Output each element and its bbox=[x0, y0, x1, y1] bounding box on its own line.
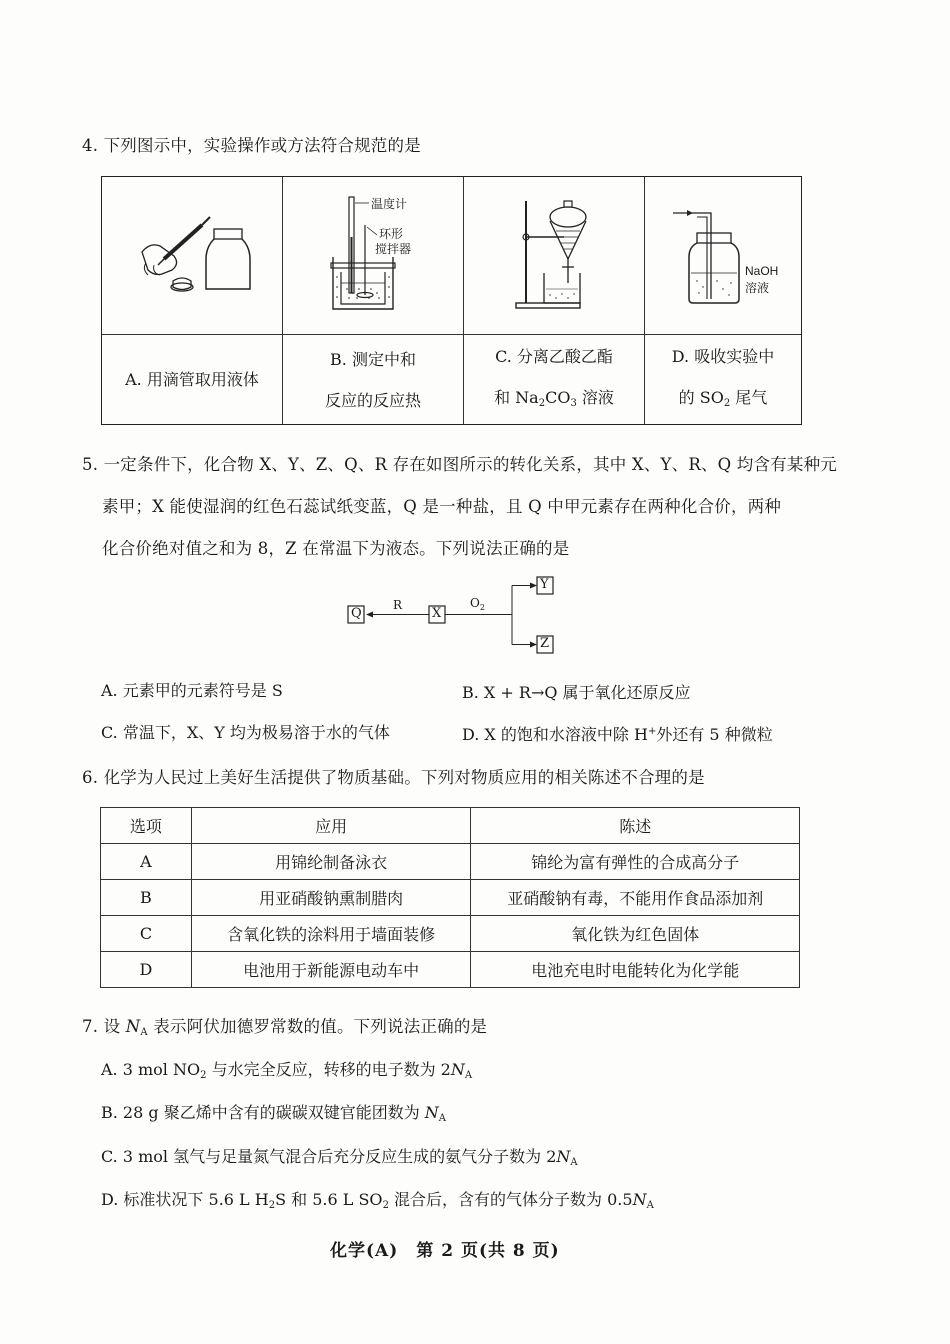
q4-option-b: B. 测定中和 反应的反应热 bbox=[283, 334, 464, 424]
node-x: X bbox=[432, 606, 442, 621]
figure-a-dropper bbox=[102, 177, 283, 334]
q5-option-a: A. 元素甲的元素符号是 S bbox=[101, 681, 283, 700]
q4-option-a: A. 用滴管取用液体 bbox=[102, 334, 283, 424]
node-z: Z bbox=[540, 636, 550, 651]
node-y: Y bbox=[540, 577, 549, 592]
table-row: D 电池用于新能源电动车中 电池充电时电能转化为化学能 bbox=[101, 952, 800, 988]
q6-stem: 6. 化学为人民过上美好生活提供了物质基础。下列对物质应用的相关陈述不合理的是 bbox=[82, 768, 705, 787]
q4-option-c: C. 分离乙酸乙酯 和 $Na_2CO_3$ 溶液 bbox=[464, 334, 645, 424]
table-row: C 含氧化铁的涂料用于墙面装修 氧化铁为红色固体 bbox=[101, 916, 800, 952]
figure-d-gas-bottle bbox=[645, 177, 801, 334]
q5-option-c: C. 常温下，X、Y 均为极易溶于水的气体 bbox=[101, 723, 390, 742]
header-statement: 陈述 bbox=[471, 808, 800, 844]
q4-stem: 4. 下列图示中，实验操作或方法符合规范的是 bbox=[82, 136, 421, 155]
table-header-row bbox=[101, 808, 800, 844]
table-row: A 用锦纶制备泳衣 锦纶为富有弹性的合成高分子 bbox=[101, 844, 800, 880]
stirrer-label-1: 环形 bbox=[379, 227, 404, 241]
q7-option-c: C. 3 mol 氢气与足量氮气混合后充分反应生成的氨气分子数为 $2N_A$ bbox=[101, 1147, 578, 1168]
header-application: 应用 bbox=[191, 808, 471, 844]
q6-table bbox=[100, 807, 800, 988]
q4-option-d: D. 吸收实验中 的 $SO_2$ 尾气 bbox=[645, 334, 801, 424]
q7-stem: 7. 设 $N_A$ 表示阿伏加德罗常数的值。下列说法正确的是 bbox=[82, 1017, 488, 1038]
header-option: 选项 bbox=[101, 808, 192, 844]
node-q: Q bbox=[351, 606, 362, 621]
naoh-label-2: 溶液 bbox=[745, 281, 770, 295]
naoh-label-1: NaOH bbox=[745, 264, 779, 278]
figure-c-separatory-funnel bbox=[464, 177, 645, 334]
page-footer: 化学(A) 第 2 页(共 8 页) bbox=[330, 1241, 560, 1261]
q5-conversion-diagram bbox=[340, 572, 570, 662]
stirrer-label-2: 搅拌器 bbox=[375, 242, 412, 256]
q7-option-b: B. 28 g 聚乙烯中含有的碳碳双键官能团数为 $N_A$ bbox=[101, 1103, 447, 1124]
q7-option-a: A. 3 mol $NO_2$ 与水完全反应，转移的电子数为 $2N_A$ bbox=[101, 1060, 473, 1081]
label-o2: $O_2$ bbox=[470, 596, 485, 612]
table-row: B 用亚硝酸钠熏制腊肉 亚硝酸钠有毒，不能用作食品添加剂 bbox=[101, 880, 800, 916]
q5-stem-line-3: 化合价绝对值之和为 8，Z 在常温下为液态。下列说法正确的是 bbox=[102, 539, 570, 558]
q5-option-d: D. X 的饱和水溶液中除 H+外还有 5 种微粒 bbox=[462, 725, 773, 744]
q5-stem-line-2: 素甲；X 能使湿润的红色石蕊试纸变蓝，Q 是一种盐，且 Q 中甲元素存在两种化合价，两种 bbox=[102, 497, 782, 516]
label-r: R bbox=[393, 598, 403, 612]
q4-figure-table bbox=[101, 176, 802, 425]
q5-option-b: B. X + R→Q 属于氧化还原反应 bbox=[462, 683, 691, 702]
figure-b-calorimeter bbox=[283, 177, 464, 334]
thermometer-label: 温度计 bbox=[371, 197, 408, 211]
q7-option-d: D. 标准状况下 5.6 L $H_2S$ 和 5.6 L $SO_2$ 混合后，含有的气体分子数为 $0.5N_A$ bbox=[101, 1190, 654, 1211]
q5-stem-line-1: 5. 一定条件下，化合物 X、Y、Z、Q、R 存在如图所示的转化关系，其中 X、Y、R、Q 均含有某种元 bbox=[82, 455, 838, 474]
